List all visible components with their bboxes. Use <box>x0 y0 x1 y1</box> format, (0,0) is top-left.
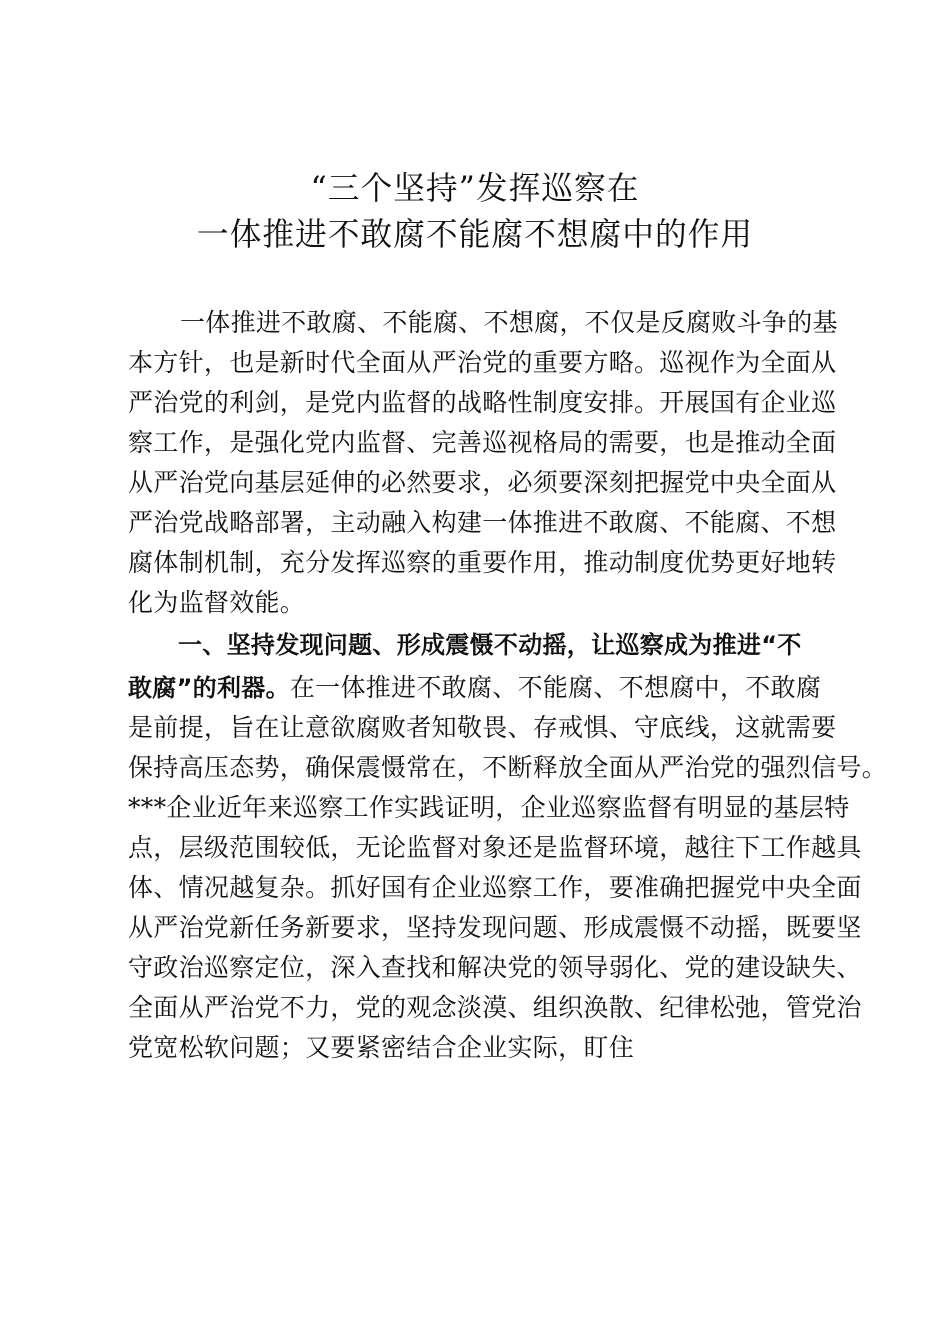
document-title-line-1: “三个坚持”发挥巡察在 <box>310 171 640 207</box>
section-1-line: 守政治巡察定位，深入查找和解决党的领导弱化、党的建设缺失、 <box>128 953 862 982</box>
section-1-heading-end: 敢腐”的利器。 <box>128 674 290 702</box>
section-1-line: 全面从严治党不力，党的观念淡漠、组织涣散、纪律松弛，管党治 <box>128 993 862 1022</box>
section-1-line: 是前提，旨在让意欲腐败者知敬畏、存戒惧、守底线，这就需要 <box>128 713 837 742</box>
section-1-line: ***企业近年来巡察工作实践证明，企业巡察监督有明显的基层特 <box>128 793 850 822</box>
intro-line: 一体推进不敢腐、不能腐、不想腐，不仅是反腐败斗争的基 <box>180 308 838 337</box>
section-1-line: 体、情况越复杂。抓好国有企业巡察工作，要准确把握党中央全面 <box>128 873 862 902</box>
intro-line: 严治党的利剑，是党内监督的战略性制度安排。开展国有企业巡 <box>128 388 837 417</box>
intro-line: 严治党战略部署，主动融入构建一体推进不敢腐、不能腐、不想 <box>128 508 837 537</box>
intro-line: 察工作，是强化党内监督、完善巡视格局的需要，也是推动全面 <box>128 428 837 457</box>
intro-line: 腐体制机制，充分发挥巡察的重要作用，推动制度优势更好地转 <box>128 548 837 577</box>
section-1-heading: 一、坚持发现问题、形成震慑不动摇，让巡察成为推进“不 <box>178 631 802 659</box>
section-1-line: 从严治党新任务新要求，坚持发现问题、形成震慑不动摇，既要坚 <box>128 913 862 942</box>
section-1-line: 点，层级范围较低，无论监督对象还是监督环境，越往下工作越具 <box>128 833 862 862</box>
section-1-body-start: 在一体推进不敢腐、不能腐、不想腐中，不敢腐 <box>289 673 822 702</box>
intro-line: 化为监督效能。 <box>128 588 306 617</box>
intro-line: 从严治党向基层延伸的必然要求，必须要深刻把握党中央全面从 <box>128 468 837 497</box>
document-title-line-2: 一体推进不敢腐不能腐不想腐中的作用 <box>196 217 754 253</box>
section-1-heading-continued <box>128 668 821 708</box>
section-1-line: 党宽松软问题；又要紧密结合企业实际，盯住 <box>128 1033 635 1062</box>
intro-line: 本方针，也是新时代全面从严治党的重要方略。巡视作为全面从 <box>128 348 837 377</box>
section-1-line: 保持高压态势，确保震慑常在，不断释放全面从严治党的强烈信号。 <box>128 753 888 782</box>
